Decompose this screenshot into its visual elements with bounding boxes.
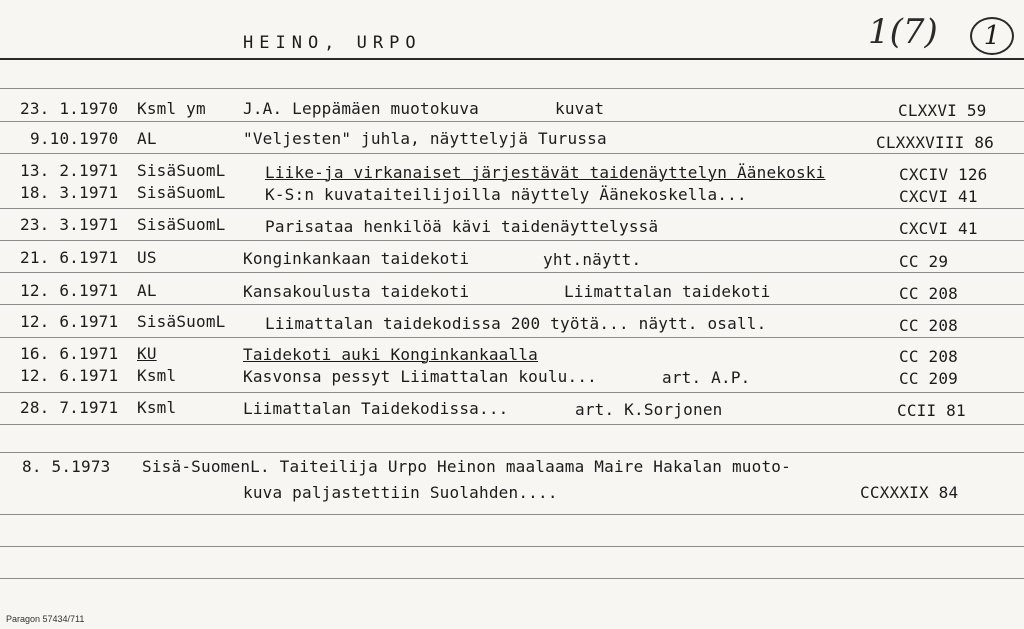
entry-text: K-S:n kuvataiteilijoilla näyttely Äänekoskella...: [265, 185, 747, 204]
ruled-line: [0, 272, 1024, 273]
ruled-line: [0, 392, 1024, 393]
entry-date: 21. 6.1971: [20, 248, 119, 267]
entry-source: Ksml ym: [137, 99, 206, 118]
print-mark: Paragon 57434/711: [6, 614, 85, 624]
entry-source: KU: [137, 344, 157, 363]
entry-date: 13. 2.1971: [20, 161, 119, 180]
long-entry-date: 8. 5.1973: [22, 457, 111, 476]
header-rule: [0, 58, 1024, 60]
entry-ref: CXCVI 41: [899, 187, 978, 206]
entry-ref: CXCIV 126: [899, 165, 988, 184]
entry-ref: CC 208: [899, 347, 958, 366]
entry-source: AL: [137, 281, 157, 300]
entry-text: "Veljesten" juhla, näyttelyjä Turussa: [243, 129, 607, 148]
entry-text: J.A. Leppämäen muotokuva: [243, 99, 479, 118]
ruled-line: [0, 208, 1024, 209]
entry-note: Liimattalan taidekoti: [564, 282, 771, 301]
entry-source: SisäSuomL: [137, 215, 226, 234]
ruled-line: [0, 304, 1024, 305]
entry-note: kuvat: [555, 99, 605, 118]
entry-source: AL: [137, 129, 157, 148]
entry-ref: CC 209: [899, 369, 958, 388]
entry-date: 28. 7.1971: [20, 398, 119, 417]
entry-ref: CXCVI 41: [899, 219, 978, 238]
entry-source: SisäSuomL: [137, 161, 226, 180]
entry-date: 23. 3.1971: [20, 215, 119, 234]
entry-text: Parisataa henkilöä kävi taidenäyttelyssä: [265, 217, 659, 236]
entry-ref: CC 29: [899, 252, 949, 271]
long-entry-line-1: Sisä-SuomenL. Taiteilija Urpo Heinon maalaama Maire Hakalan muoto-: [142, 457, 791, 476]
card-title: HEINO, URPO: [243, 33, 422, 53]
entry-source: SisäSuomL: [137, 312, 226, 331]
entry-ref: CLXXXVIII 86: [876, 133, 994, 152]
entry-ref: CC 208: [899, 316, 958, 335]
entry-ref: CC 208: [899, 284, 958, 303]
ruled-line: [0, 153, 1024, 154]
entry-text: Liike-ja virkanaiset järjestävät taidenäyttelyn Äänekoski: [265, 163, 826, 182]
ruled-line: [0, 578, 1024, 579]
long-entry-ref: CCXXXIX 84: [860, 483, 959, 502]
ruled-line: [0, 514, 1024, 515]
long-entry-line-2: kuva paljastettiin Suolahden....: [243, 483, 558, 502]
entry-date: 16. 6.1971: [20, 344, 119, 363]
entry-date: 12. 6.1971: [20, 366, 119, 385]
entry-ref: CCII 81: [897, 401, 966, 420]
entry-text: Kansakoulusta taidekoti: [243, 282, 470, 301]
entry-text: Kasvonsa pessyt Liimattalan koulu...: [243, 367, 597, 386]
ruled-line: [0, 546, 1024, 547]
entry-note: art. A.P.: [662, 368, 751, 387]
entry-source: Ksml: [137, 398, 177, 417]
entry-text: Taidekoti auki Konginkankaalla: [243, 345, 538, 364]
ruled-line: [0, 424, 1024, 425]
ruled-line: [0, 121, 1024, 122]
entry-date: 23. 1.1970: [20, 99, 119, 118]
entry-source: Ksml: [137, 366, 177, 385]
entry-note: yht.näytt.: [543, 250, 642, 269]
ruled-line: [0, 240, 1024, 241]
entry-date: 9.10.1970: [30, 129, 119, 148]
entry-source: US: [137, 248, 157, 267]
entry-text: Liimattalan Taidekodissa...: [243, 399, 509, 418]
ruled-line: [0, 337, 1024, 338]
entry-note: art. K.Sorjonen: [575, 400, 723, 419]
ruled-line: [0, 88, 1024, 89]
entry-source: SisäSuomL: [137, 183, 226, 202]
entry-date: 18. 3.1971: [20, 183, 119, 202]
entry-date: 12. 6.1971: [20, 312, 119, 331]
ruled-line: [0, 452, 1024, 453]
entry-text: Liimattalan taidekodissa 200 työtä... näytt. osall.: [265, 314, 767, 333]
entry-text: Konginkankaan taidekoti: [243, 249, 470, 268]
page-marking: 1(7): [868, 12, 938, 52]
entry-date: 12. 6.1971: [20, 281, 119, 300]
circled-number: 1: [970, 17, 1014, 55]
entry-ref: CLXXVI 59: [898, 101, 987, 120]
